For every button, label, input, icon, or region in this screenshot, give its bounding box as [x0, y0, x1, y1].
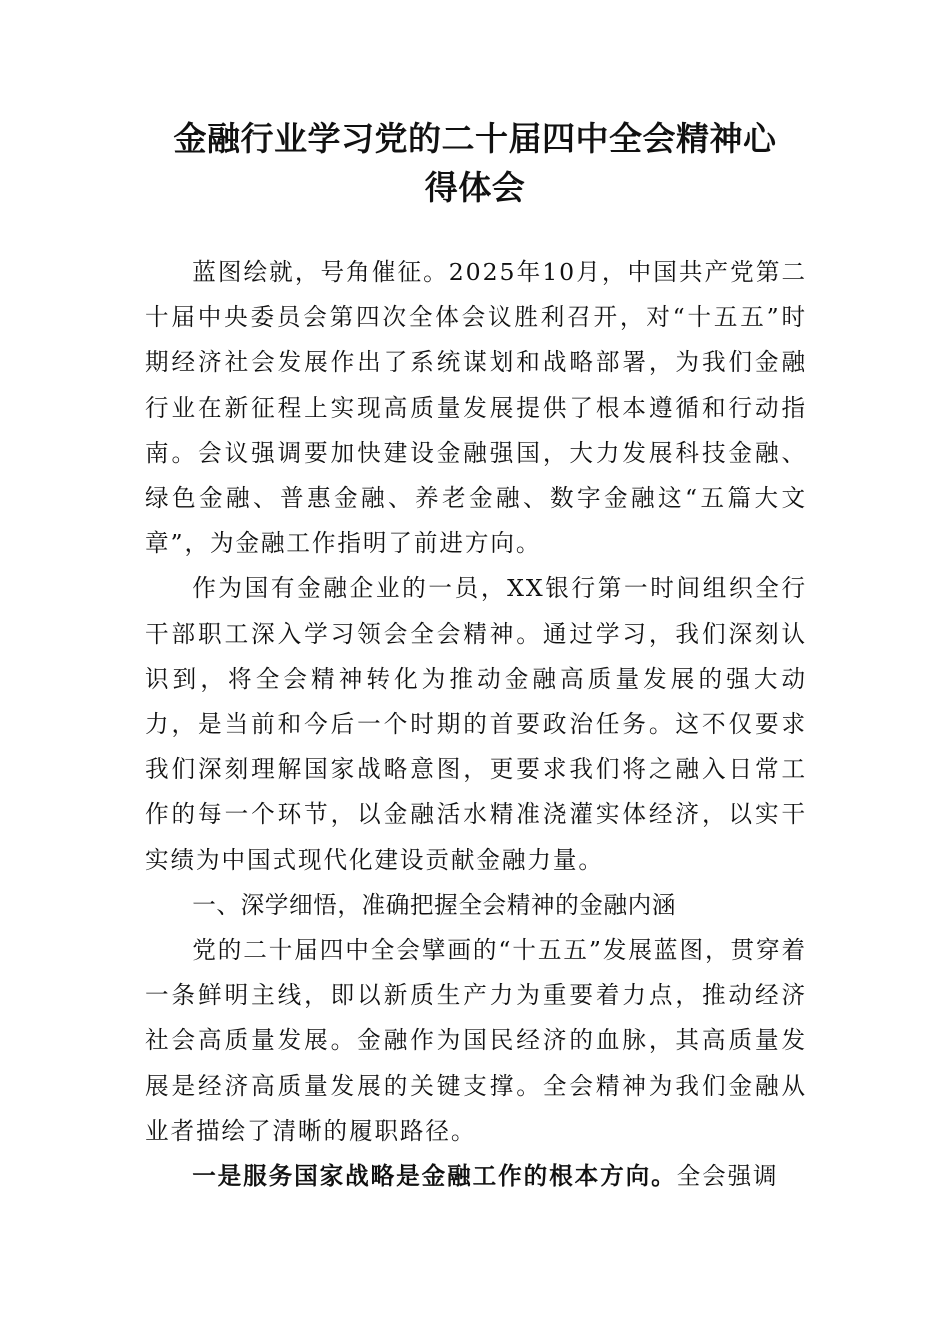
paragraph-point-one: [145, 1154, 807, 1199]
title-line-2: 得体会: [424, 168, 526, 207]
section-heading: 一、深学细悟，准确把握全会精神的金融内涵: [192, 890, 677, 919]
point-one-lead: 一是服务国家战略是金融工作的根本方向。: [192, 1162, 677, 1191]
title-line-1: 金融行业学习党的二十届四中全会精神心: [173, 119, 777, 158]
point-one-text: 全会强调: [676, 1162, 779, 1191]
paragraph-section-one: 党的二十届四中全会擘画的“十五五”发展蓝图，贯穿着一条鲜明主线，即以新质生产力为重要着力点，推动经济社会高质量发展。金融作为国民经济的血脉，其高质量发展是经济高质量发展的关键支撑。全会精神为我们金融从业者描绘了清晰的履职路径。: [145, 936, 807, 1145]
paragraph-intro: 蓝图绘就，号角催征。2025年10月，中国共产党第二十届中央委员会第四次全体会议胜利召开，对“十五五”时期经济社会发展作出了系统谋划和战略部署，为我们金融行业在新征程上实现高质量发展提供了根本遵循和行动指南。会议强调要加快建设金融强国，大力发展科技金融、绿色金融、普惠金融、养老金融、数字金融这“五篇大文章”，为金融工作指明了前进方向。: [145, 258, 807, 558]
document-title: [140, 114, 810, 212]
paragraph-bank-study: 作为国有金融企业的一员，XX银行第一时间组织全行干部职工深入学习领会全会精神。通过学习，我们深刻认识到，将全会精神转化为推动金融高质量发展的强大动力，是当前和今后一个时期的首要政治任务。这不仅要求我们深刻理解国家战略意图，更要求我们将之融入日常工作的每一个环节，以金融活水精准浇灌实体经济，以实干实绩为中国式现代化建设贡献金融力量。: [145, 574, 807, 874]
document-body: [145, 250, 807, 1199]
